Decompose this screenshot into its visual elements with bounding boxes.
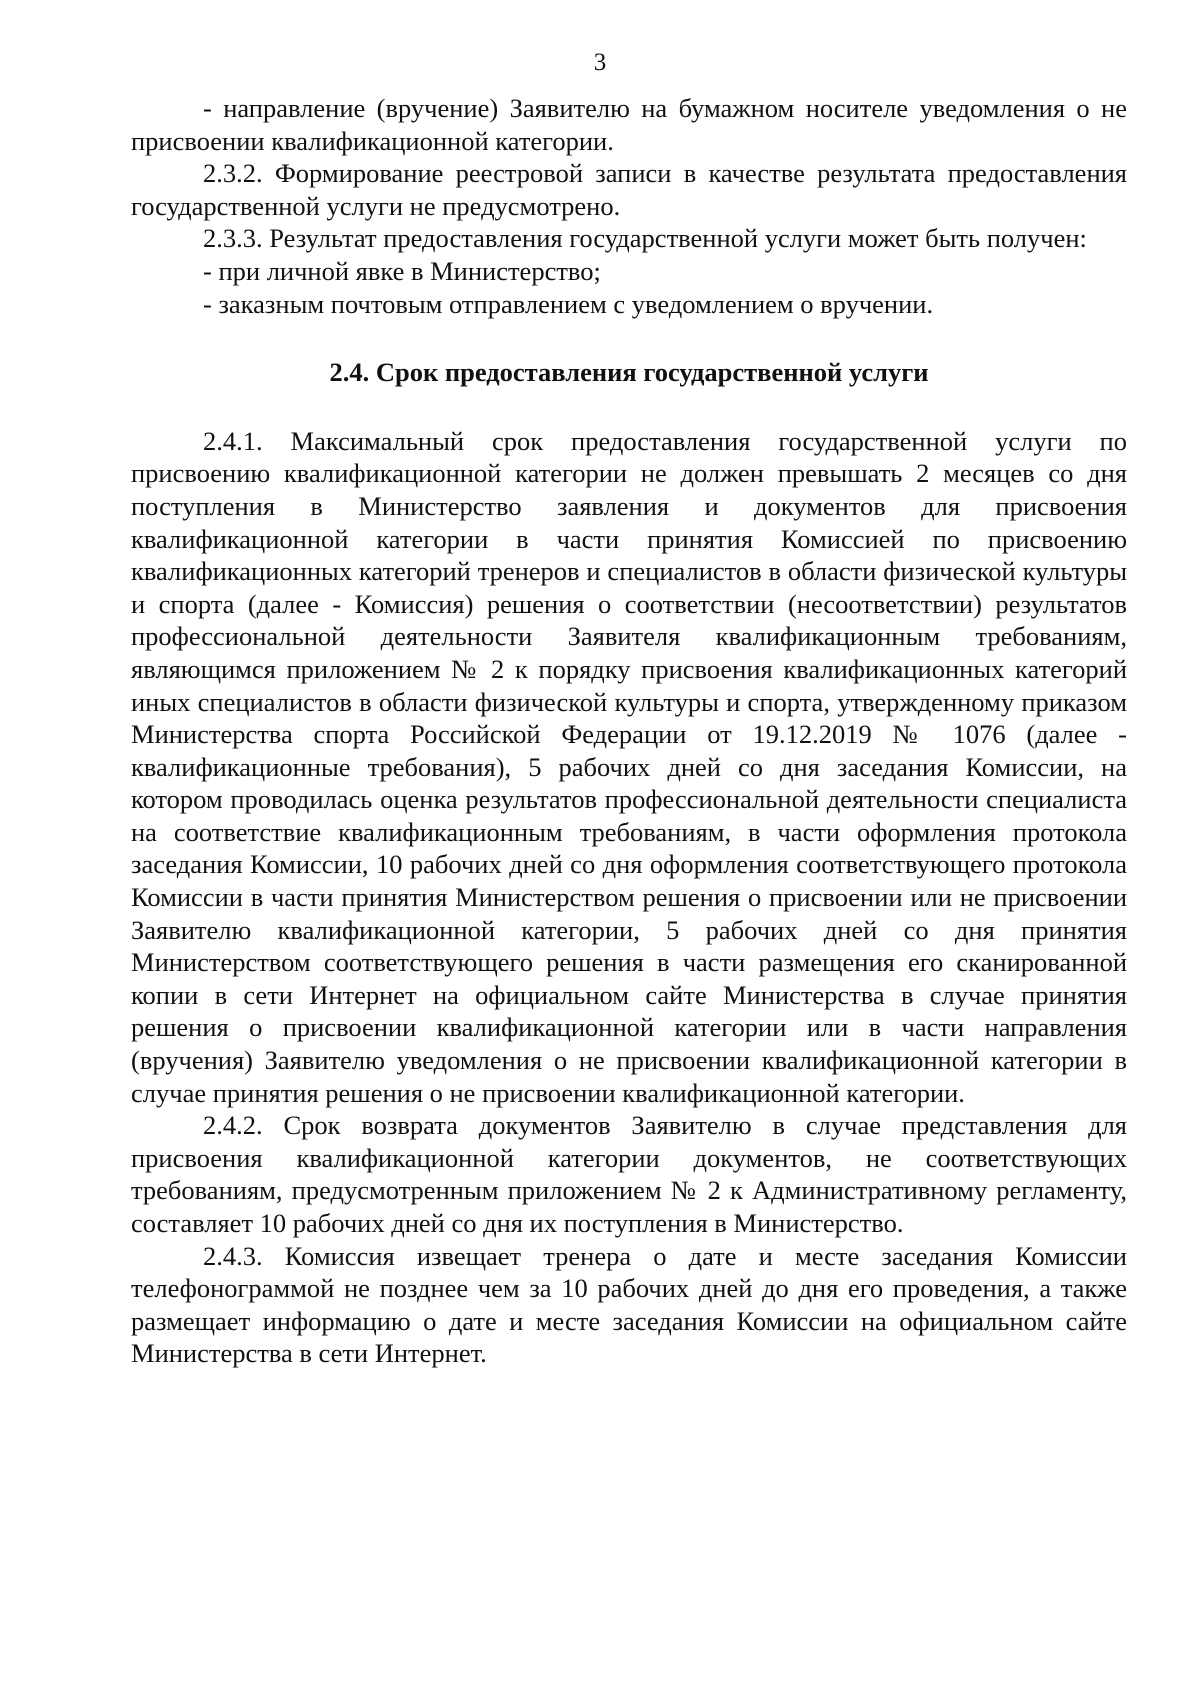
page-number: 3 (593, 49, 607, 76)
document-body (131, 92, 1127, 1370)
section-heading-2-4: 2.4. Срок предоставления государственной услуги (329, 357, 929, 388)
paragraph-2-4-2: 2.4.2. Срок возврата документов Заявителю в случае представления для присвоения квалификационной категории документов, не соответствующих требованиям, предусмотренным приложением № 2 к Административному регламенту, составляет 10 рабочих дней со дня их поступления в Министерство. (131, 1110, 1127, 1238)
paragraph-2-4-3: 2.4.3. Комиссия извещает тренера о дате и месте заседания Комиссии телефонограммой не позднее чем за 10 рабочих дней до дня его проведения, а также размещает информацию о дате и месте заседания Комиссии на официальном сайте Министерства в сети Интернет. (131, 1240, 1127, 1369)
paragraph-2-3-3: 2.3.3. Результат предоставления государственной услуги может быть получен: (203, 223, 1087, 254)
paragraph-2-4-1: 2.4.1. Максимальный срок предоставления государственной услуги по присвоению квалификационной категории не должен превышать 2 месяцев со дня поступления в Министерство заявления и документов для присвоения квалификационной категории в части принятия Комиссией по присвоению квалификационных категорий тренеров и специалистов в области физической культуры и спорта (далее - Комиссия) решения о соответствии (несоответствии) результатов профессиональной деятельности Заявителя квалификационным требованиям, являющимся приложением № 2 к порядку присвоения квалификационных категорий иных специалистов в области физической культуры и спорта, утвержденному приказом Министерства спорта Российской Федерации от 19.12.2019 № 1076 (далее - квалификационные требования), 5 рабочих дней со дня заседания Комиссии, на котором проводилась оценка результатов профессиональной деятельности специалиста на соответствие квалификационным требованиям, в части оформления протокола заседания Комиссии, 10 рабочих дней со дня оформления соответствующего протокола Комиссии в части принятия Министерством решения о присвоении или не присвоении Заявителю квалификационной категории, 5 рабочих дней со дня принятия Министерством соответствующего решения в части размещения его сканированной копии в сети Интернет на официальном сайте Министерства в случае принятия решения о присвоении квалификационной категории или в части направления (вручения) Заявителю уведомления о не присвоении квалификационной категории в случае принятия решения о не присвоении квалификационной категории. (131, 425, 1127, 1108)
paragraph-2-3-2: 2.3.2. Формирование реестровой записи в качестве результата предоставления государственной услуги не предусмотрено. (131, 158, 1127, 221)
list-item-personal-visit: - при личной явке в Министерство; (203, 255, 601, 286)
paragraph-notification-delivery: - направление (вручение) Заявителю на бумажном носителе уведомления о не присвоении квалификационной категории. (131, 93, 1127, 156)
list-item-registered-mail: - заказным почтовым отправлением с уведомлением о вручении. (203, 288, 934, 319)
